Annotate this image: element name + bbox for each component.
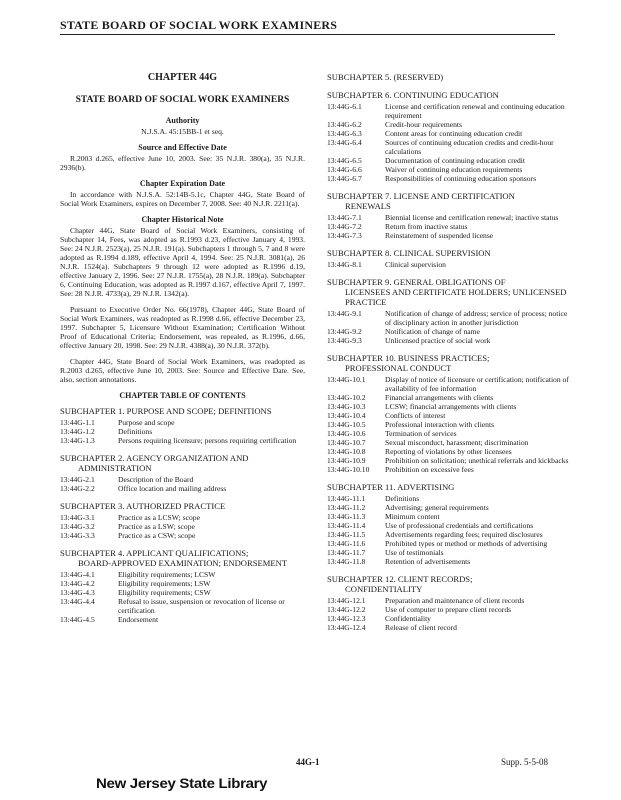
section-title: Release of client record	[385, 623, 457, 632]
section-title: Waiver of continuing education requirements	[385, 165, 523, 174]
section-title: Eligibility requirements; LCSW	[118, 570, 216, 579]
toc-entry[interactable]	[327, 623, 572, 632]
section-title: Sexual misconduct, harassment; discrimination	[385, 438, 529, 447]
toc-entry[interactable]	[327, 102, 572, 120]
section-number: 13:44G-1.2	[60, 427, 95, 436]
section-number: 13:44G-12.1	[327, 596, 366, 605]
section-title: Definitions	[385, 494, 420, 503]
section-title: Description of the Board	[118, 475, 194, 484]
toc-entry[interactable]	[327, 465, 572, 474]
section-number: 13:44G-10.10	[327, 465, 370, 474]
toc-entry[interactable]	[327, 494, 572, 503]
toc-entry[interactable]	[60, 579, 305, 588]
subchapter-title-line: SUBCHAPTER 2. AGENCY ORGANIZATION AND	[60, 453, 249, 463]
section-title: Financial arrangements with clients	[385, 393, 494, 402]
section-number: 13:44G-4.1	[60, 570, 95, 579]
section-number: 13:44G-10.6	[327, 429, 366, 438]
toc-entry[interactable]	[60, 597, 305, 615]
section-title: Notification of change of address; service of process; notice of disciplinary action in another jurisdiction	[385, 309, 568, 327]
toc-entry[interactable]	[327, 402, 572, 411]
history-heading: Chapter Historical Note	[141, 215, 224, 224]
section-title: Office location and mailing address	[118, 484, 227, 493]
toc-entry[interactable]	[327, 411, 572, 420]
section-title: Advertising; general requirements	[385, 503, 489, 512]
toc-entry[interactable]	[327, 222, 572, 231]
subchapter-title-line: SUBCHAPTER 12. CLIENT RECORDS;	[327, 574, 473, 584]
subchapter-title-continuation: RENEWALS	[345, 201, 391, 211]
subchapter-title-line: SUBCHAPTER 8. CLINICAL SUPERVISION	[327, 248, 491, 258]
section-number: 13:44G-2.1	[60, 475, 95, 484]
history-paragraph: Chapter 44G, State Board of Social Work Examiners, was readopted as R.2003 d.265, effective June 10, 2003. See: Source and Effective Date. See, also, section annotations.	[60, 357, 305, 384]
subchapter-title	[60, 548, 305, 568]
section-title: Prohibition on solicitation; unethical referrals and kickbacks	[385, 456, 569, 465]
section-number: 13:44G-4.4	[60, 597, 95, 606]
section-number: 13:44G-11.5	[327, 530, 366, 539]
section-number: 13:44G-12.2	[327, 605, 366, 614]
section-title: Display of notice of licensure or certification; notification of availability of fee information	[385, 375, 569, 393]
section-title: Prohibition on excessive fees	[385, 465, 474, 474]
history-paragraph: Chapter 44G, State Board of Social Work Examiners, consisting of Subchapter 14, Fees, was adopted as R.1993 d.23, effective January 4, 1993. See: 24 N.J.R. 2523(a), 25 N.J.R. 191(a). Subchapters 1 through 5, 7 and 8 were adopted as R.1994 d.189, effective April 4, 1994. See: 25 N.J.R. 3081(a), 26 N.J.R. 1524(a). Subchapters 9 through 12 were adopted as R.1996 d.19, effective January 2, 1996. See: 27 N.J.R. 1755(a), 28 N.J.R. 189(a). Subchapter 6, Continuing Education, was adopted as R.1997 d.167, effective April 7, 1997. See: 28 N.J.R. 4733(a), 29 N.J.R. 1342(a).	[60, 226, 305, 298]
section-number: 13:44G-9.1	[327, 309, 362, 318]
section-title: Professional interaction with clients	[385, 420, 495, 429]
section-number: 13:44G-6.2	[327, 120, 362, 129]
toc-entry[interactable]	[327, 605, 572, 614]
section-number: 13:44G-11.1	[327, 494, 366, 503]
section-number: 13:44G-10.8	[327, 447, 366, 456]
running-head: STATE BOARD OF SOCIAL WORK EXAMINERS	[60, 18, 338, 32]
section-number: 13:44G-11.2	[327, 503, 366, 512]
authority-text: N.J.S.A. 45:15BB-1 et seq.	[141, 127, 224, 136]
section-number: 13:44G-6.7	[327, 174, 362, 183]
section-title: Persons requiring licensure; persons requiring certification	[118, 436, 297, 445]
section-title: Practice as a LCSW; scope	[118, 513, 200, 522]
section-title: Eligibility requirements; LSW	[118, 579, 211, 588]
section-number: 13:44G-7.2	[327, 222, 362, 231]
toc-entry[interactable]	[327, 156, 572, 165]
section-number: 13:44G-3.1	[60, 513, 95, 522]
section-title: LCSW; financial arrangements with clients	[385, 402, 517, 411]
subchapter-title-continuation: BOARD-APPROVED EXAMINATION; ENDORSEMENT	[78, 558, 288, 568]
section-number: 13:44G-6.1	[327, 102, 362, 111]
section-number: 13:44G-10.7	[327, 438, 366, 447]
subchapter-block	[327, 277, 572, 345]
section-title: Advertisements regarding fees; required disclosures	[385, 530, 543, 539]
subchapter-title-line: SUBCHAPTER 9. GENERAL OBLIGATIONS OF	[327, 277, 506, 287]
subchapter-title-line: SUBCHAPTER 5. (RESERVED)	[327, 72, 444, 82]
section-title: Purpose and scope	[118, 418, 175, 427]
subchapter-block	[327, 353, 572, 474]
section-title: Practice as a CSW; scope	[118, 531, 196, 540]
section-title: Minimum content	[385, 512, 440, 521]
toc-entry[interactable]	[327, 336, 572, 345]
toc-heading: CHAPTER TABLE OF CONTENTS	[119, 391, 246, 400]
toc-entry[interactable]	[327, 327, 572, 336]
subchapter-title-line: SUBCHAPTER 7. LICENSE AND CERTIFICATION	[327, 191, 515, 201]
section-number: 13:44G-11.4	[327, 521, 366, 530]
subchapter-title	[327, 90, 572, 100]
toc-entry[interactable]	[327, 120, 572, 129]
section-title: Practice as a LSW; scope	[118, 522, 195, 531]
section-number: 13:44G-3.2	[60, 522, 95, 531]
section-number: 13:44G-10.5	[327, 420, 366, 429]
section-title: License and certification renewal and continuing education requirement	[385, 102, 565, 120]
section-number: 13:44G-6.4	[327, 138, 362, 147]
toc-entry[interactable]	[327, 309, 572, 327]
subchapter-block	[60, 548, 305, 624]
subchapter-title	[327, 191, 572, 211]
subchapter-title	[60, 406, 305, 416]
subchapter-title-continuation: LICENSEES AND CERTIFICATE HOLDERS; UNLICENSED PRACTICE	[345, 287, 567, 307]
left-toc	[60, 406, 305, 624]
right-toc	[327, 72, 572, 632]
header-rule	[60, 34, 555, 35]
section-number: 13:44G-9.3	[327, 336, 362, 345]
toc-entry[interactable]	[60, 513, 305, 522]
section-title: Prohibited types or method or methods of advertising	[385, 539, 548, 548]
expiration-text: In accordance with N.J.S.A. 52:14B-5.1c, Chapter 44G, State Board of Social Work Examiners, expires on December 7, 2008. See: 40 N.J.R. 2211(a).	[60, 190, 305, 208]
toc-entry[interactable]	[327, 375, 572, 393]
section-number: 13:44G-11.7	[327, 548, 366, 557]
toc-entry[interactable]	[327, 260, 572, 269]
section-number: 13:44G-1.3	[60, 436, 95, 445]
section-title: Reinstatement of suspended license	[385, 231, 494, 240]
subchapter-title	[327, 72, 572, 82]
section-number: 13:44G-8.1	[327, 260, 362, 269]
toc-entry[interactable]	[327, 512, 572, 521]
section-title: Termination of services	[385, 429, 457, 438]
section-number: 13:44G-10.1	[327, 375, 366, 384]
library-stamp: New Jersey State Library	[96, 775, 268, 792]
subchapter-title	[327, 248, 572, 258]
section-title: Responsibilities of continuing education sponsors	[385, 174, 537, 183]
toc-entry[interactable]	[327, 521, 572, 530]
section-number: 13:44G-4.3	[60, 588, 95, 597]
section-title: Notification of change of name	[385, 327, 480, 336]
section-title: Endorsement	[118, 615, 159, 624]
section-number: 13:44G-11.3	[327, 512, 366, 521]
toc-entry[interactable]	[60, 570, 305, 579]
subchapter-title-line: SUBCHAPTER 10. BUSINESS PRACTICES;	[327, 353, 490, 363]
section-number: 13:44G-3.3	[60, 531, 95, 540]
subchapter-block	[327, 248, 572, 269]
section-number: 13:44G-6.3	[327, 129, 362, 138]
section-title: Content areas for continuing education credit	[385, 129, 523, 138]
section-title: Return from inactive status	[385, 222, 468, 231]
subchapter-block	[327, 72, 572, 82]
subchapter-title-line: SUBCHAPTER 3. AUTHORIZED PRACTICE	[60, 501, 226, 511]
toc-entry[interactable]	[327, 129, 572, 138]
section-number: 13:44G-6.6	[327, 165, 362, 174]
subchapter-title	[60, 453, 305, 473]
section-number: 13:44G-11.6	[327, 539, 366, 548]
source-text: R.2003 d.265, effective June 10, 2003. See: 35 N.J.R. 380(a), 35 N.J.R. 2936(b).	[60, 154, 305, 172]
subchapter-block	[327, 574, 572, 632]
section-number: 13:44G-1.1	[60, 418, 95, 427]
toc-entry[interactable]	[60, 531, 305, 540]
source-heading: Source and Effective Date	[138, 143, 227, 152]
section-number: 13:44G-6.5	[327, 156, 362, 165]
subchapter-title	[327, 277, 572, 307]
subchapter-title	[327, 482, 572, 492]
toc-entry[interactable]	[327, 557, 572, 566]
toc-entry[interactable]	[60, 588, 305, 597]
subchapter-block	[327, 90, 572, 183]
subchapter-title	[60, 501, 305, 511]
chapter-title: CHAPTER 44G	[147, 72, 218, 83]
subchapter-block	[60, 406, 305, 445]
toc-entry[interactable]	[327, 213, 572, 222]
section-number: 13:44G-10.4	[327, 411, 366, 420]
authority-heading: Authority	[165, 116, 200, 125]
subchapter-block	[327, 191, 572, 240]
toc-entry[interactable]	[327, 231, 572, 240]
subchapter-title-line: SUBCHAPTER 4. APPLICANT QUALIFICATIONS;	[60, 548, 249, 558]
toc-entry[interactable]	[60, 436, 305, 445]
history-paragraph: Pursuant to Executive Order No. 66(1978), Chapter 44G, State Board of Social Work Examiners, was readopted as R.1998 d.66, effective December 23, 1997. Subchapter 5, Licensure Without Examination; Certification Without Proof of Educational Criteria; Endorsement, was repealed, as R.1996, d.66, effective January 20, 1998. See: 29 N.J.R. 4388(a), 30 N.J.R. 372(b).	[60, 305, 305, 350]
toc-entry[interactable]	[327, 165, 572, 174]
subchapter-title	[327, 574, 572, 594]
section-number: 13:44G-10.3	[327, 402, 366, 411]
section-title: Refusal to issue, suspension or revocation of license or certification	[118, 597, 285, 615]
section-title: Documentation of continuing education credit	[385, 156, 526, 165]
toc-entry[interactable]	[327, 503, 572, 512]
supplement-date: Supp. 5-5-08	[501, 757, 548, 767]
toc-entry[interactable]	[327, 614, 572, 623]
section-title: Clinical supervision	[385, 260, 446, 269]
section-title: Sources of continuing education credits and credit-hour calculations	[385, 138, 554, 156]
section-title: Biennial license and certification renewal; inactive status	[385, 213, 559, 222]
toc-entry[interactable]	[327, 548, 572, 557]
section-title: Confidentiality	[385, 614, 431, 623]
toc-entry[interactable]	[327, 429, 572, 438]
toc-entry[interactable]	[327, 447, 572, 456]
right-column	[327, 72, 572, 640]
section-title: Credit-hour requirements	[385, 120, 462, 129]
section-number: 13:44G-2.2	[60, 484, 95, 493]
toc-entry[interactable]	[327, 174, 572, 183]
subchapter-block	[60, 453, 305, 493]
toc-entry[interactable]	[327, 530, 572, 539]
toc-entry[interactable]	[60, 615, 305, 624]
subchapter-title-line: SUBCHAPTER 6. CONTINUING EDUCATION	[327, 90, 499, 100]
section-title: Use of computer to prepare client records	[385, 605, 512, 614]
section-number: 13:44G-9.2	[327, 327, 362, 336]
toc-entry[interactable]	[60, 475, 305, 484]
toc-entry[interactable]	[327, 596, 572, 605]
section-number: 13:44G-7.3	[327, 231, 362, 240]
toc-entry[interactable]	[327, 539, 572, 548]
board-title: STATE BOARD OF SOCIAL WORK EXAMINERS	[75, 95, 290, 105]
toc-entry[interactable]	[60, 484, 305, 493]
toc-entry[interactable]	[327, 138, 572, 156]
section-title: Use of testimonials	[385, 548, 444, 557]
subchapter-block	[60, 501, 305, 540]
subchapter-title-line: SUBCHAPTER 1. PURPOSE AND SCOPE; DEFINITIONS	[60, 406, 272, 416]
section-number: 13:44G-7.1	[327, 213, 362, 222]
toc-entry[interactable]	[60, 418, 305, 427]
expiration-heading: Chapter Expiration Date	[139, 179, 226, 188]
subchapter-title-continuation: PROFESSIONAL CONDUCT	[345, 363, 452, 373]
page-number: 44G-1	[296, 757, 320, 767]
section-title: Definitions	[118, 427, 153, 436]
section-title: Eligibility requirements; CSW	[118, 588, 211, 597]
left-column	[60, 72, 305, 632]
section-title: Use of professional credentials and certifications	[385, 521, 534, 530]
section-number: 13:44G-4.2	[60, 579, 95, 588]
section-number: 13:44G-10.9	[327, 456, 366, 465]
section-number: 13:44G-10.2	[327, 393, 366, 402]
toc-entry[interactable]	[327, 420, 572, 429]
section-title: Unlicensed practice of social work	[385, 336, 491, 345]
toc-entry[interactable]	[60, 522, 305, 531]
subchapter-title-continuation: ADMINISTRATION	[78, 463, 152, 473]
section-title: Preparation and maintenance of client records	[385, 596, 525, 605]
section-title: Reporting of violations by other licensees	[385, 447, 512, 456]
subchapter-title-line: SUBCHAPTER 11. ADVERTISING	[327, 482, 455, 492]
section-number: 13:44G-12.3	[327, 614, 366, 623]
section-title: Retention of advertisements	[385, 557, 471, 566]
subchapter-title-continuation: CONFIDENTIALITY	[345, 584, 423, 594]
subchapter-title	[327, 353, 572, 373]
toc-entry[interactable]	[327, 393, 572, 402]
section-number: 13:44G-4.5	[60, 615, 95, 624]
section-title: Conflicts of interest	[385, 411, 446, 420]
toc-entry[interactable]	[60, 427, 305, 436]
section-number: 13:44G-12.4	[327, 623, 366, 632]
subchapter-block	[327, 482, 572, 566]
toc-entry[interactable]	[327, 456, 572, 465]
section-number: 13:44G-11.8	[327, 557, 366, 566]
toc-entry[interactable]	[327, 438, 572, 447]
